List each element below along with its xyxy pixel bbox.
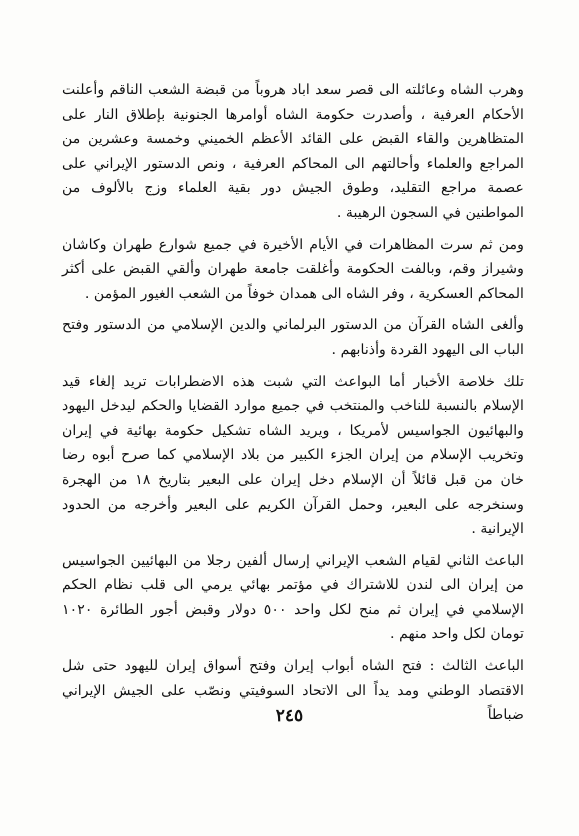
paragraph-3 bbox=[62, 313, 524, 362]
paragraph-2 bbox=[62, 233, 524, 307]
paragraph-1 bbox=[62, 78, 524, 226]
paragraph-text: الباعث الثالث : فتح الشاه أبواب إيران وفتح أسواق إيران لليهود حتى شل الاقتصاد الوطني ومد يداً الى الاتحاد السوفيتي ونصّب على الجيش الإيراني ضباطاً bbox=[62, 658, 524, 724]
paragraph-text: وألغى الشاه القرآن من الدستور البرلماني والدين الإسلامي من الدستور وفتح الباب الى اليهود القردة وأذنابهم . bbox=[62, 317, 524, 358]
page-number: ٢٤٥ bbox=[275, 706, 304, 726]
paragraph-text: الباعث الثاني لقيام الشعب الإيراني إرسال ألفين رجلا من البهائيين الجواسيس من إيران الى لندن للاشتراك في مؤتمر بهائي يرمي الى قلب نظام الحكم الإسلامي في إيران ثم منح لكل واحد ٥٠٠ دولار وقبض أجور الطائرة ١٠٢٠ تومان لكل واحد منهم . bbox=[62, 552, 524, 643]
paragraph-text: ومن ثم سرت المظاهرات في الأيام الأخيرة في جميع شوارع طهران وكاشان وشيراز وقم، وبالفت الحكومة وأغلقت جامعة طهران وألقي القبض على أكثر المحاكم العسكرية ، وفر الشاه الى همدان خوفاً من الشعب الغيور المؤمن . bbox=[62, 236, 524, 302]
paragraph-5 bbox=[62, 549, 524, 647]
paragraph-text: تلك خلاصة الأخبار أما البواعث التي شبت هذه الاضطرابات تريد إلغاء قيد الإسلام بالنسبة للناخب والمنتخب في جميع موارد القضايا والحكم ليدخل اليهود والبهائيون الجواسيس لأمريكا ، ويريد الشاه تشكيل حكومة بهائية في إيران وتخريب الإسلام من إيران الجزء الكبير من بلاد الإسلامي كما صرح أبوه رضا خان من قبل قائلاً أن الإسلام دخل إيران على البعير بتاريخ ١٨ من الهجرة وسنخرجه على البعير، وحمل القرآن الكريم على البعير وأخرجه من الحدود الإيرانية . bbox=[62, 373, 524, 538]
paragraph-text: وهرب الشاه وعائلته الى قصر سعد اباد هروباً من قبضة الشعب الناقم وأعلنت الأحكام العرفية ، وأصدرت حكومة الشاه أوامرها الجنونية بإطلاق النار على المتظاهرين والقاء القبض على القائد الأعظم الخميني وخمسة وعشرين من المراجع والعلماء وأحالتهم الى المحاكم العرفية ، ونص الدستور الإيراني على عصمة مراجع التقليد، وطوق الجيش دور بقية العلماء وزج بالألوف من المواطنين في السجون الرهيبة . bbox=[62, 82, 524, 221]
paragraph-4 bbox=[62, 370, 524, 542]
body-text bbox=[62, 78, 524, 735]
